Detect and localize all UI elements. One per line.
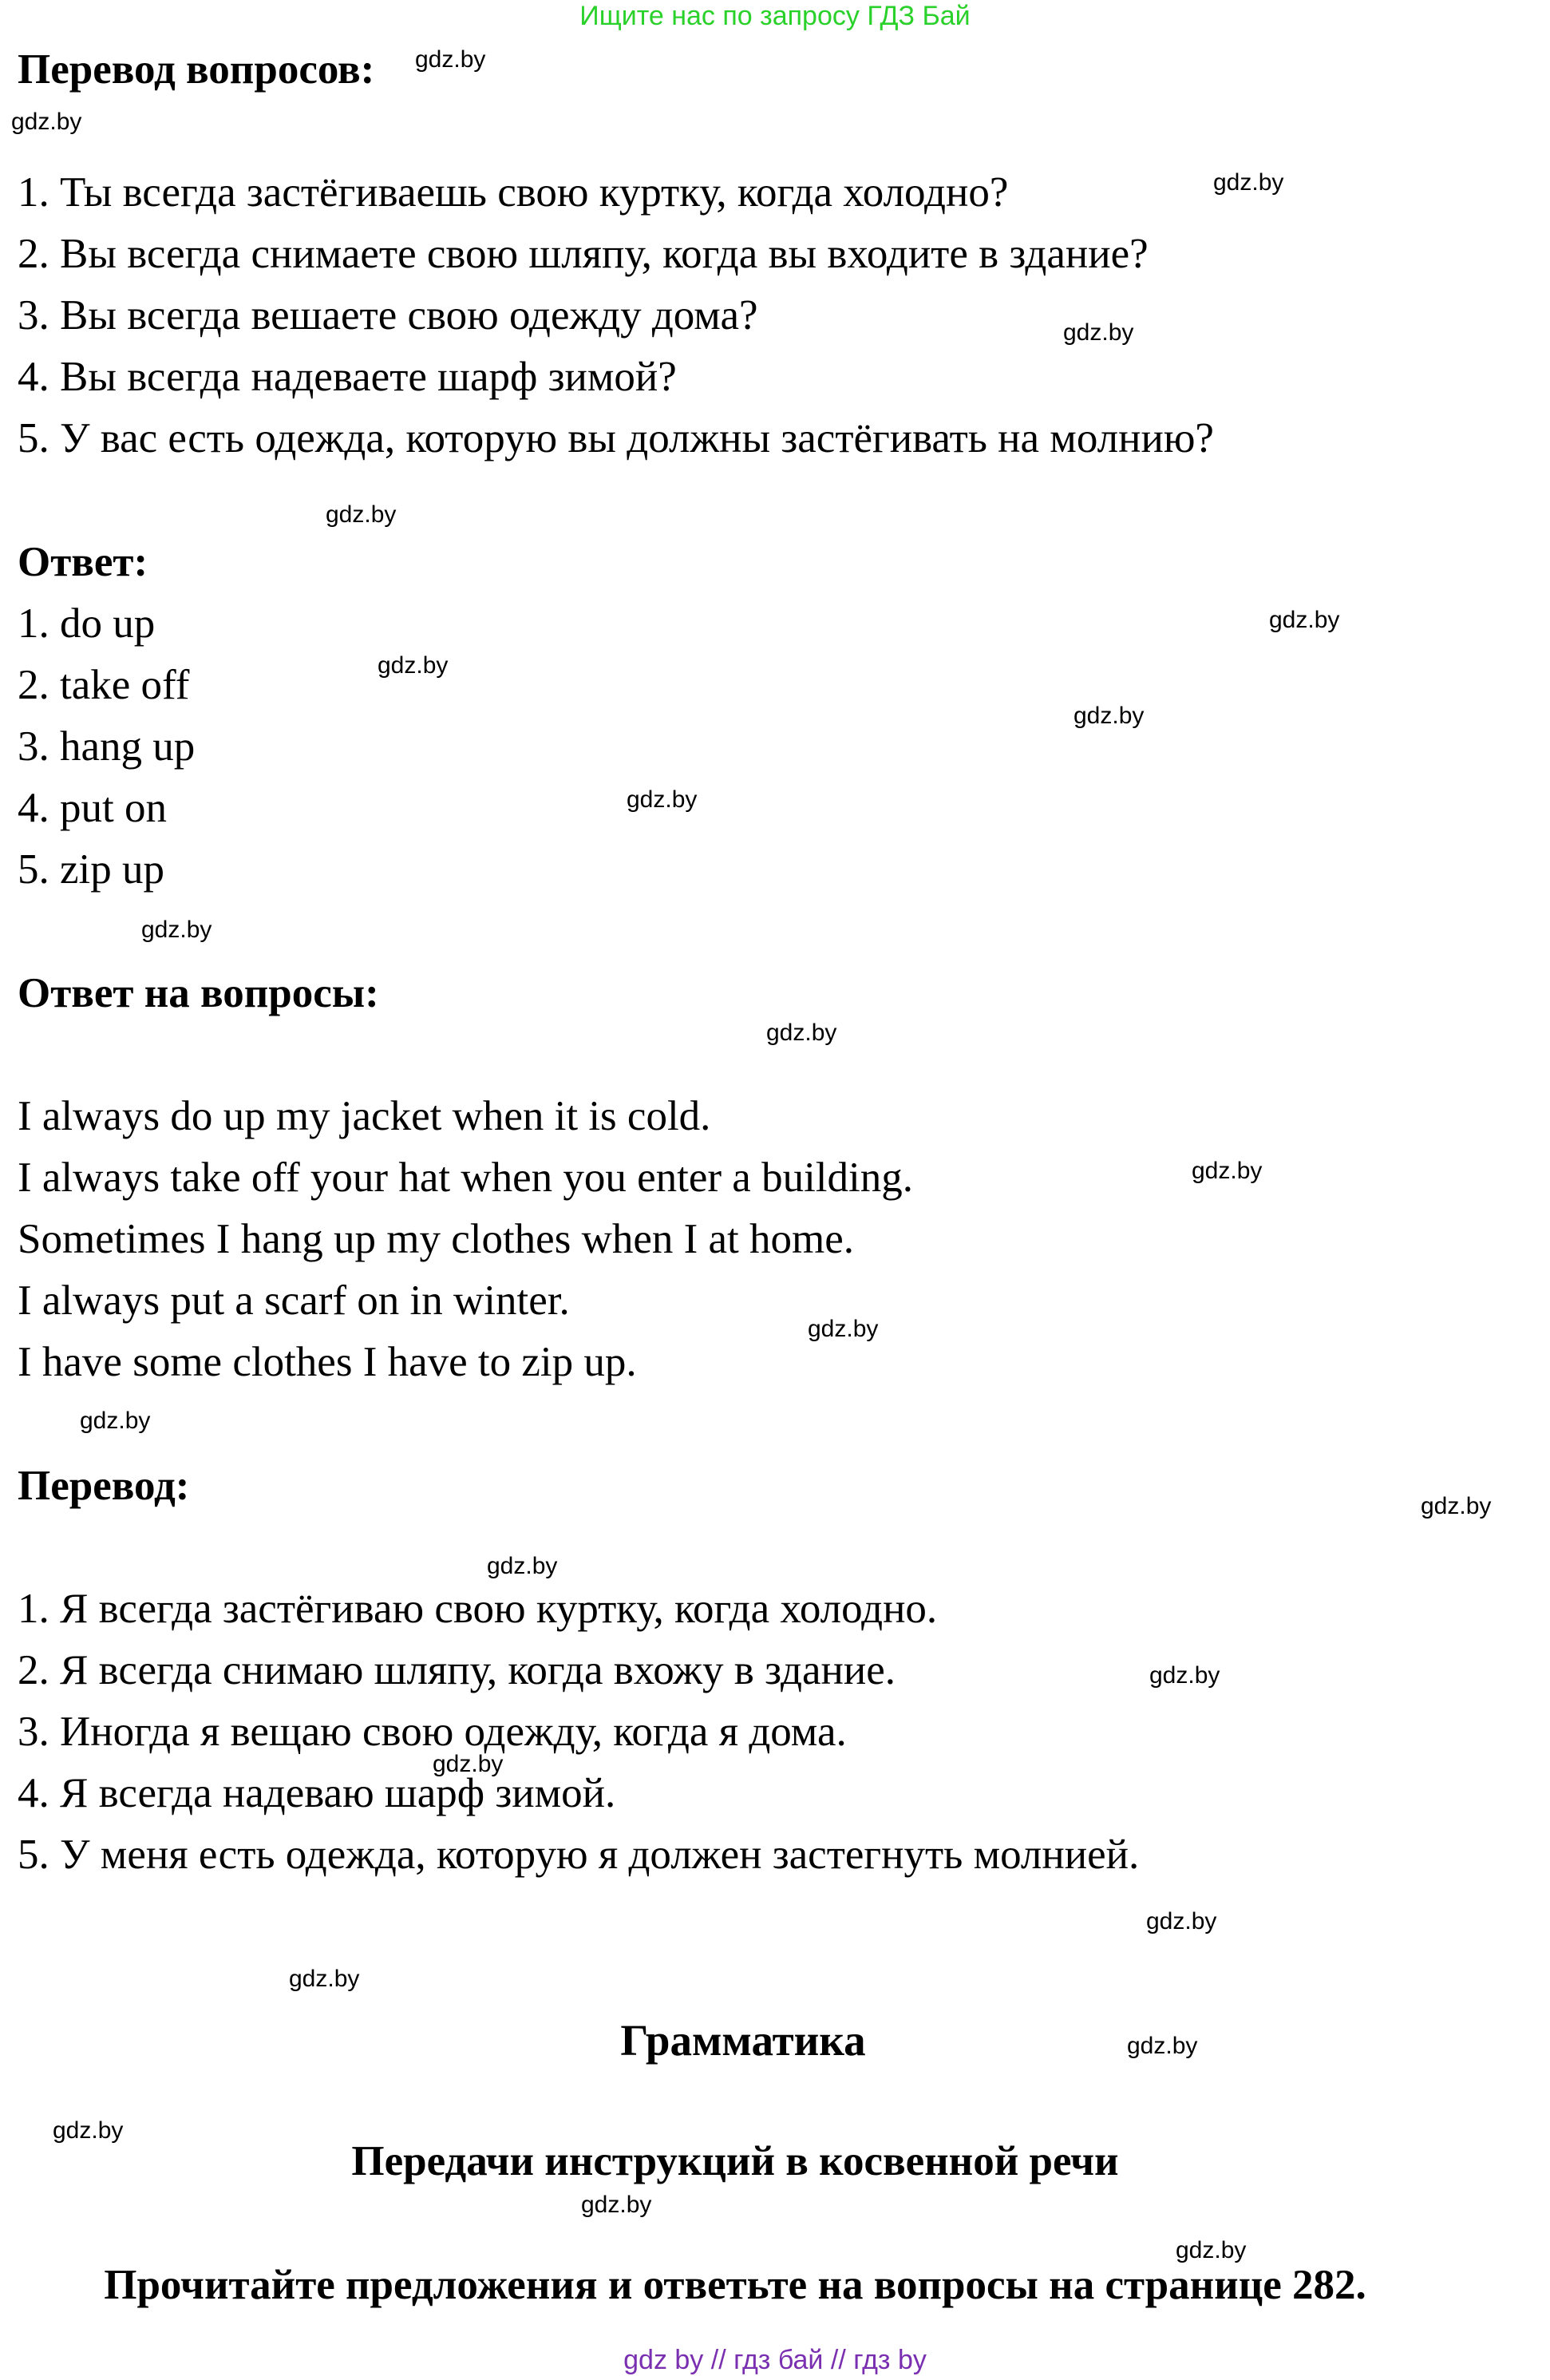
answer-item: 2. take off: [18, 662, 190, 708]
translation-item: 5. У меня есть одежда, которую я должен застегнуть молнией.: [18, 1832, 1140, 1878]
watermark: gdz.by: [487, 1553, 558, 1579]
translation-item: 1. Я всегда застёгиваю свою куртку, когда холодно.: [18, 1586, 938, 1632]
english-answer: I have some clothes I have to zip up.: [18, 1339, 637, 1385]
answers-to-questions-heading: Ответ на вопросы:: [18, 970, 379, 1016]
watermark: gdz.by: [627, 786, 698, 813]
top-banner: Ищите нас по запросу ГДЗ Бай: [579, 1, 971, 31]
question-item: 5. У вас есть одежда, которую вы должны застёгивать на молнию?: [18, 415, 1214, 461]
watermark: gdz.by: [1176, 2237, 1247, 2263]
watermark: gdz.by: [433, 1751, 504, 1777]
english-answer: I always do up my jacket when it is cold.: [18, 1093, 711, 1139]
english-answer: I always take off your hat when you enter a building.: [18, 1154, 914, 1201]
watermark: gdz.by: [11, 109, 82, 135]
watermark: gdz.by: [289, 1966, 360, 1992]
question-item: 1. Ты всегда застёгиваешь свою куртку, когда холодно?: [18, 169, 1009, 216]
question-item: 4. Вы всегда надеваете шарф зимой?: [18, 354, 677, 400]
translation-item: 3. Иногда я вещаю свою одежду, когда я дома.: [18, 1709, 847, 1755]
english-answer: Sometimes I hang up my clothes when I at home.: [18, 1216, 855, 1262]
watermark: gdz.by: [415, 46, 486, 73]
question-item: 3. Вы всегда вешаете свою одежду дома?: [18, 292, 758, 339]
watermark: gdz.by: [1149, 1662, 1220, 1689]
watermark: gdz.by: [1192, 1158, 1263, 1184]
watermark: gdz.by: [766, 1020, 837, 1046]
grammar-subtitle-text: Передачи инструкций в косвенной речи: [351, 2138, 1119, 2184]
answer-item: 3. hang up: [18, 723, 196, 770]
watermark: gdz.by: [1074, 703, 1145, 729]
question-item: 2. Вы всегда снимаете свою шляпу, когда вы входите в здание?: [18, 231, 1149, 277]
watermark: gdz.by: [1421, 1493, 1492, 1519]
grammar-subtitle: [0, 2136, 1550, 2186]
watermark: gdz.by: [808, 1316, 879, 1342]
answer-item: 4. put on: [18, 785, 167, 831]
english-answer: I always put a scarf on in winter.: [18, 1277, 570, 1324]
watermark: gdz.by: [581, 2192, 652, 2218]
grammar-instruction: [0, 2260, 1550, 2310]
watermark: gdz.by: [80, 1408, 151, 1434]
watermark: gdz.by: [326, 501, 397, 528]
translation-item: 4. Я всегда надеваю шарф зимой.: [18, 1770, 616, 1816]
answer-item: 5. zip up: [18, 846, 164, 893]
grammar-title-text: Грамматика: [620, 2016, 866, 2065]
translation-item: 2. Я всегда снимаю шляпу, когда вхожу в здание.: [18, 1647, 896, 1693]
watermark: gdz.by: [1146, 1908, 1217, 1934]
answer-heading: Ответ:: [18, 539, 148, 585]
grammar-title: [0, 2015, 1550, 2066]
watermark: gdz.by: [1127, 2033, 1198, 2059]
watermark: gdz.by: [1063, 319, 1134, 346]
grammar-instruction-text: Прочитайте предложения и ответьте на вопросы на странице 282.: [104, 2262, 1366, 2308]
watermark: gdz.by: [378, 652, 449, 679]
questions-translation-heading: Перевод вопросов:: [18, 46, 375, 93]
watermark: gdz.by: [141, 917, 212, 943]
answer-item: 1. do up: [18, 600, 156, 647]
footer-links[interactable]: gdz by // гдз бай // гдз by: [623, 2345, 927, 2375]
translation-heading: Перевод:: [18, 1463, 190, 1509]
watermark: gdz.by: [1269, 607, 1340, 633]
watermark: gdz.by: [1213, 169, 1284, 196]
watermark: gdz.by: [53, 2117, 124, 2144]
